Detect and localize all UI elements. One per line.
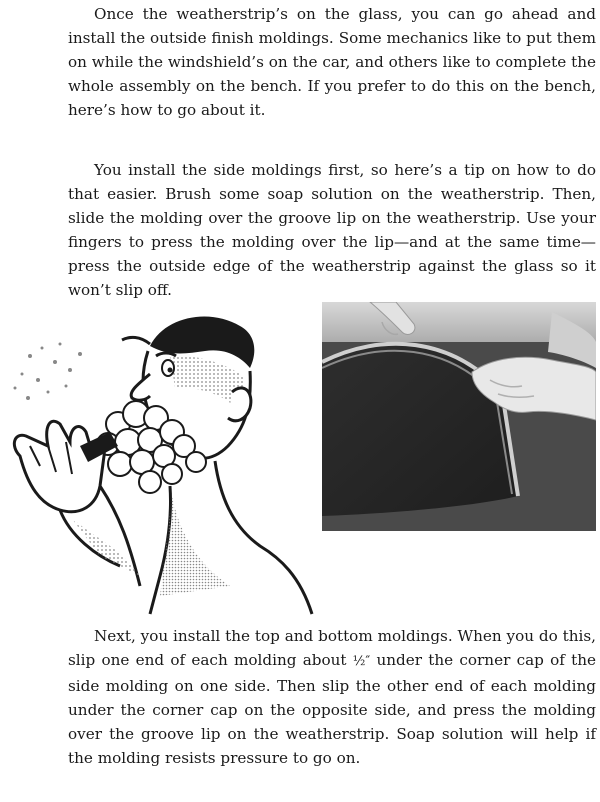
paragraph-top-bottom-moldings	[68, 624, 596, 770]
molding-installation-photo	[322, 302, 596, 531]
paragraph-intro: Once the weatherstrip’s on the glass, you can go ahead and install the outside finish moldings. Some mechanics like to put them on while the windshield’s on the car, and others like to complete the whole assembly on the bench. If you prefer to do this on the bench, here’s how to go about it.	[68, 5, 596, 119]
shaving-man-cartoon	[0, 296, 320, 616]
half-inch-fraction: ½″	[352, 654, 371, 669]
paragraph-top-bottom-text-start: Next, you install the top and bottom moldings. When you do this, slip one end of each molding about	[68, 627, 596, 669]
paragraph-top-bottom-text-end: under the corner cap of the side molding on one side. Then slip the other end of each molding under the corner cap on the opposite side, and press the molding over the groove lip on the weatherstrip. Soap solution will help if the molding resists pressure to go on.	[68, 651, 596, 767]
paragraph-side-moldings: You install the side moldings first, so here’s a tip on how to do that easier. Brush some soap solution on the weatherstrip. Then, slide the molding over the groove lip on the weatherstrip. Use your fingers to press the molding over the lip—and at the same time—press the outside edge of the weatherstrip against the glass so it won’t slip off.	[68, 161, 596, 299]
